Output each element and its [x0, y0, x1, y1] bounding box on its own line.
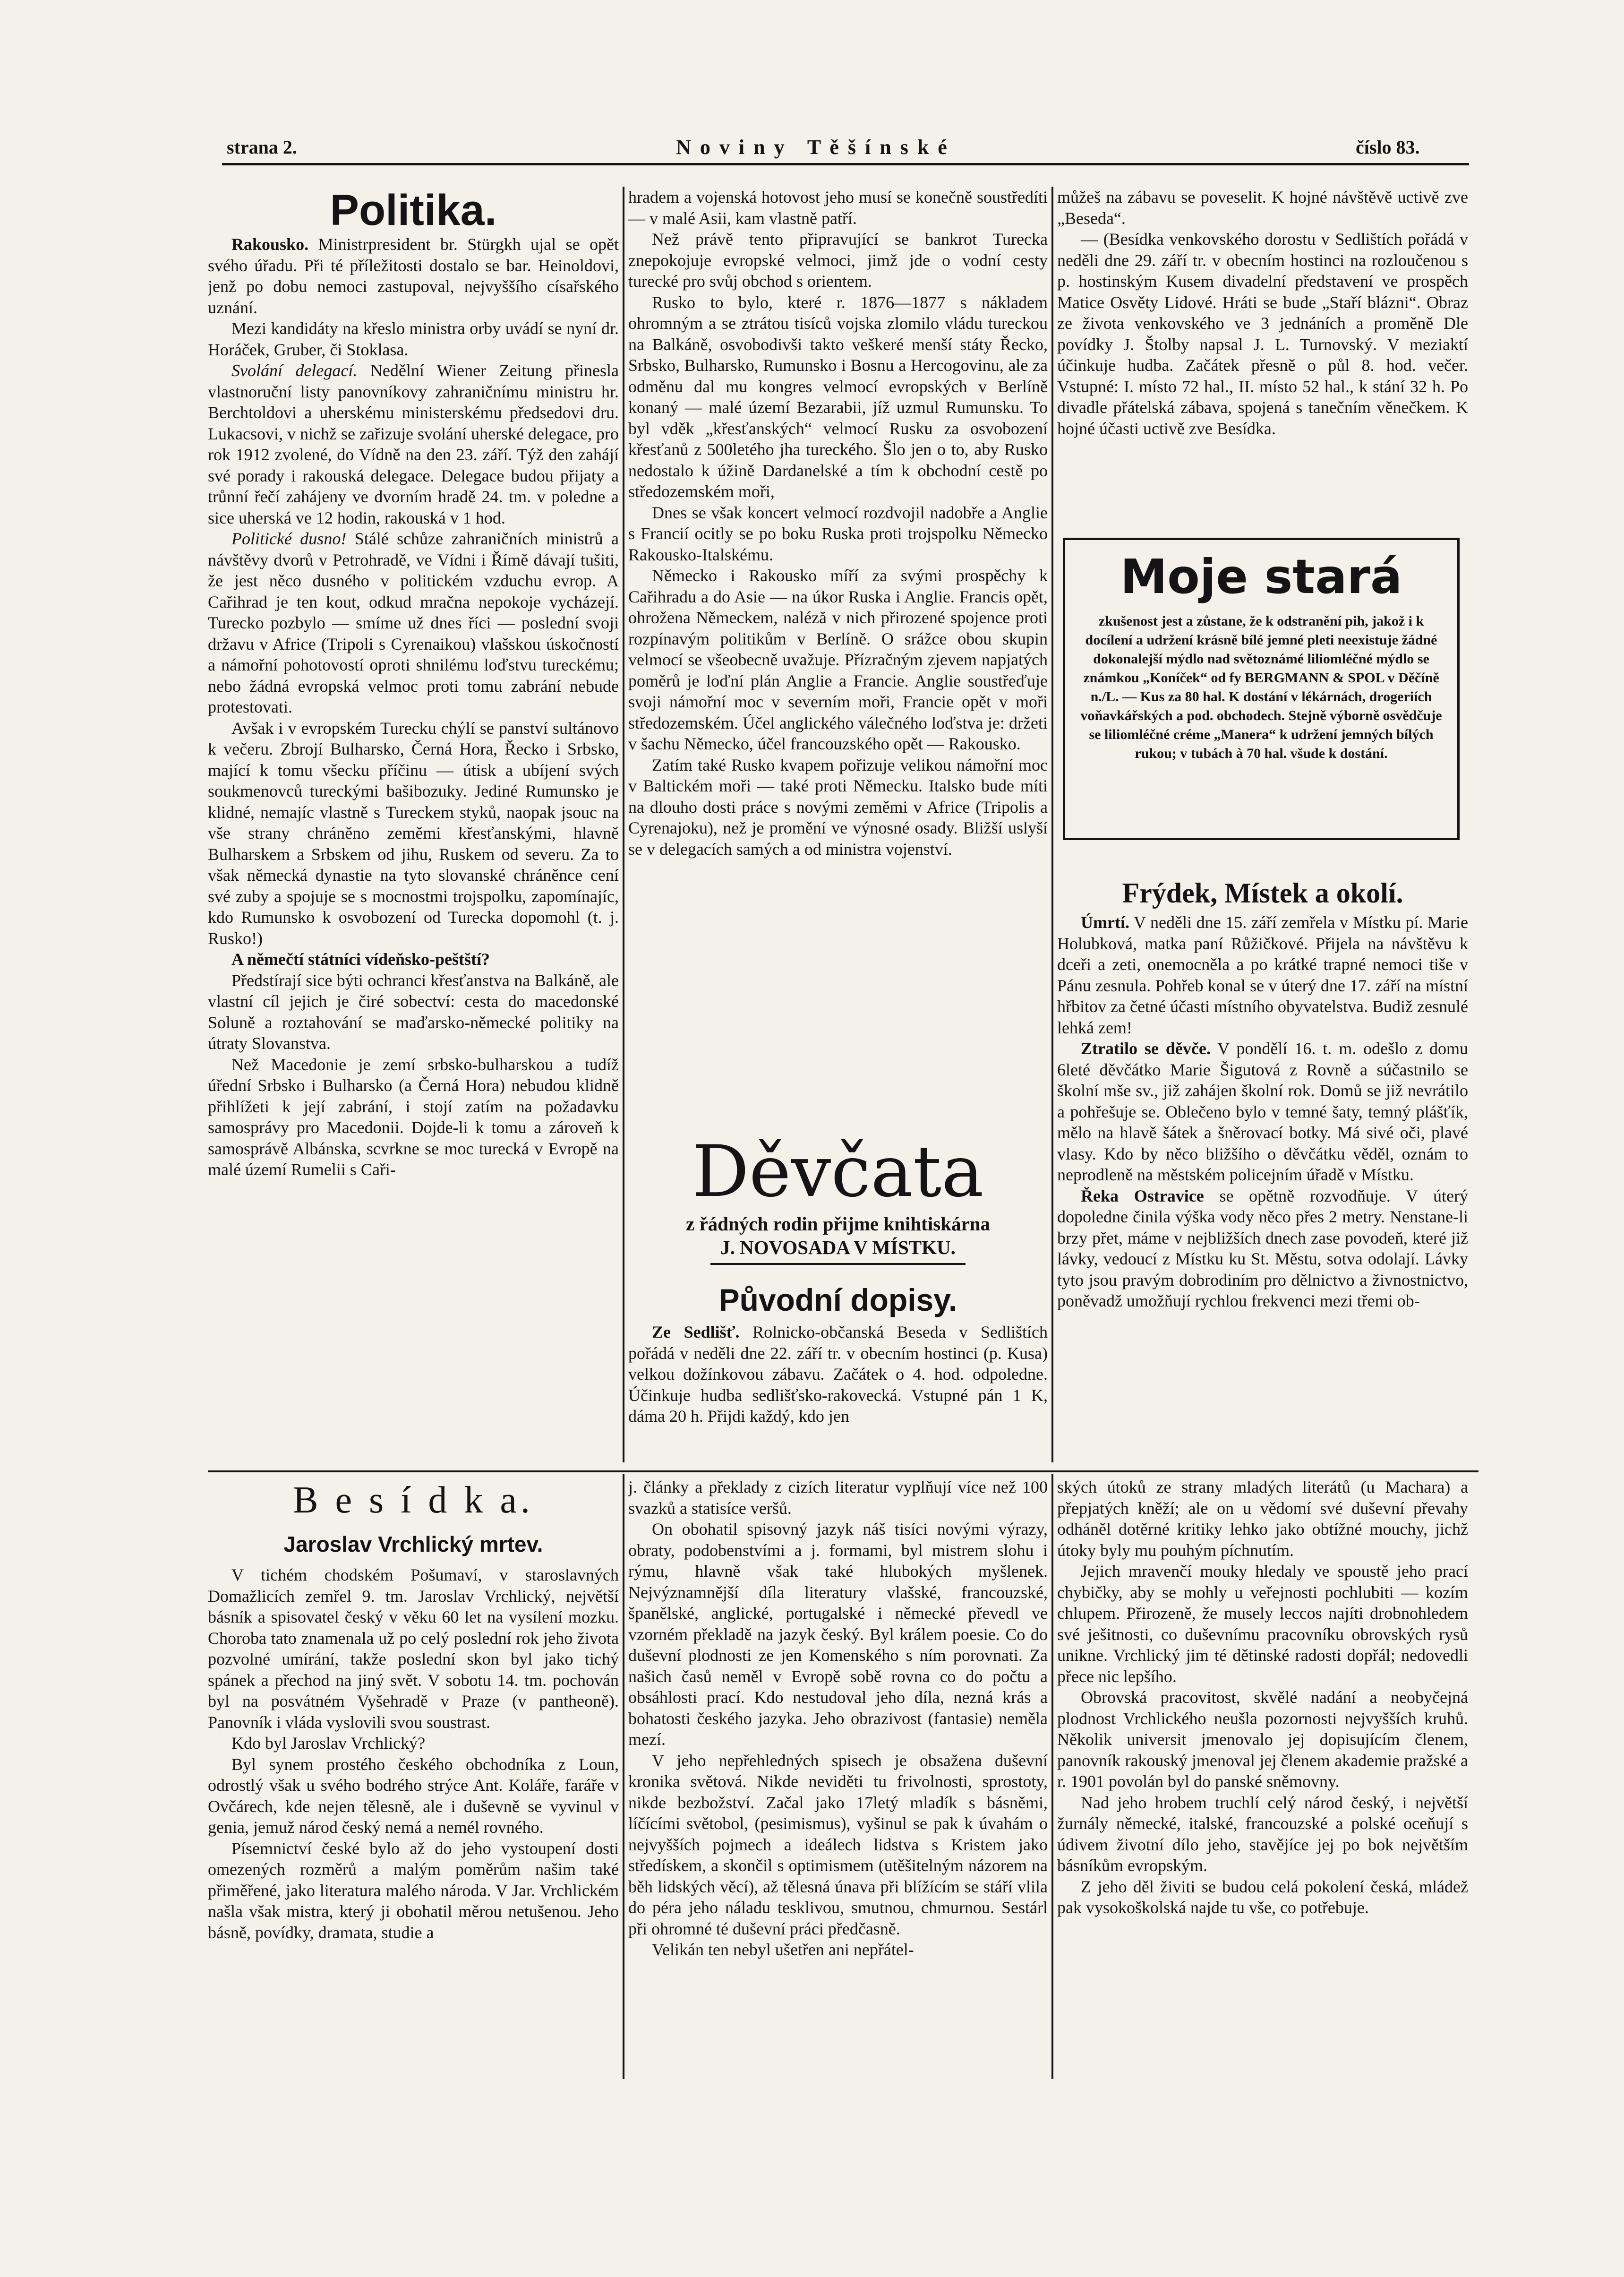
besidka-paragraph: Nad jeho hrobem truchlí celý národ český, i největší žurnály německé, italské, francouzské a polské oceňují s údivem životní dílo jeho, stavějíce jej po bok největším básníkům evropským. [1057, 1793, 1468, 1875]
politika-paragraph: Stálé schůze zahraničních ministrů a návštěvy dvorů v Petrohradě, ve Vídni i Římě dávají tušiti, že jest něco dusného v politickém vzduchu evrop. A Cařihrad je ten kout, odkud mračna nepokoje vycházejí. Turecko pozbylo — smíme už dnes říci — poslední svoji državu v Africe (Tripoli s Cyrenaikou) vlašskou úskočností a námořní pohotovostí oproti shnilému loďstvu tureckému; nebo žádná evropská velmoc proti tomu zabrání nebude protestovati. [208, 529, 619, 716]
frydek-paragraph: V neděli dne 15. září zemřela v Místku pí. Marie Holubková, matka paní Růžičkové. Přijela na návštěvu k dceři a zeti, onemocněla a po krátké trapné nemoci tiše v Pánu zesnula. Pohřeb konal se v úterý dne 17. září na místní hřbitov za četné účasti místního obyvatelstva. Budiž zesnulé lehká zem! [1057, 913, 1468, 1037]
besidka-paragraph: ských útoků ze strany mladých literátů (u Machara) a přepjatých kněží; ale on u vědomí své duševní převahy odháněl dotěrné kritiky lehko jako obtížné mouchy, jichž útoky byly mu pouhým píchnutím. [1057, 1478, 1468, 1560]
politika-paragraph: Dnes se však koncert velmocí rozdvojil nadobře a Anglie s Francií ocitly se po boku Ruska proti trojspolku Německo Rakousko-Italskému. [628, 503, 1048, 564]
section-rule [208, 1470, 1479, 1472]
dusno-label: Politické dusno! [231, 529, 347, 548]
politika-heading: Politika. [330, 187, 497, 234]
politika-paragraph: Německo i Rakousko míří za svými prospěchy k Cařihradu a do Asie — na úkor Ruska i Anglie. Francis opět, ohrožena Německem, naléză v nich přirozené spojence proti rozpínavým politikům v Berlíně. O srážce obou skupin velmocí se všeobecně uvažuje. Přízračným zjevem napjatých poměrů je loďní plán Anglie a Francie. Anglie soustřeďuje svoji námořní moc v severním moři, Francie opět v moři středozemském. Účel anglického válečného loďstva je: držeti v šachu Německo, účel francouzského opět — Rakousko. [628, 566, 1048, 753]
column-rule-3 [623, 1474, 624, 2079]
devcata-line-1: z řádných rodin přijme knihtiskárna [686, 1213, 990, 1235]
right-top-column [1057, 187, 1468, 517]
besidka-middle-column [628, 1477, 1048, 2081]
frydek-column [1057, 874, 1468, 1465]
besidka-paragraph: Písemnictví české bylo až do jeho vystoupení dosti omezených rozměrů a malým poměrům našim také přiměřené, jako literatura malého národa. V Jar. Vrchlickém našla však mistra, který ji obohatil měrou netušenou. Jeho básně, povídky, dramata, studie a [208, 1839, 619, 1942]
besidka-heading: B e s í d k a. [293, 1479, 534, 1521]
besidka-column [208, 1477, 619, 2081]
puvodni-heading: Původní dopisy. [718, 1282, 957, 1317]
frydek-heading: Frýdek, Místek a okolí. [1122, 877, 1403, 909]
besidka-paragraph: Byl synem prostého českého obchodníka z Loun, odrostlý však u svého bodrého strýce Ant. Koláře, faráře v Ovčárech, kde nejen tělesně, ale i duševně se vyvinul v genia, jemuž národ český nemá a nemél rovného. [208, 1754, 619, 1837]
besidka-paragraph: V jeho nepřehledných spisech je obsažena duševní kronika světová. Nikde neviděti tu frivolnosti, sprostoty, nikde bezbožství. Začal jako 17letý mladík s básněmi, líčícími světobol, (pesimismus), vyšinul se pak k úvahám o nejvyšších pojmech a ideálech lidstva s Kristem jako středískem, a skončil s optimismem (utěšitelným názorem na běh lidských věcí), až tělesná únava při blížícím se stáří vlila do péra jeho náladu tesklivou, smutnou, chmurnou. Sestárl při ohromné té duševní práci předčasně. [628, 1751, 1048, 1938]
besidka-paragraph: j. články a překlady z cizích literatur vyplňují více než 100 svazků a statisíce veršů. [628, 1478, 1048, 1518]
column-rule-2 [1051, 187, 1053, 1462]
page-number: strana 2. [227, 137, 297, 158]
moje-stara-text: zkušenost jest a zůstane, že k odstranění pih, jakož i k docílení a udržení krásně bílé jemné pleti neexistuje žádné dokonalejší mýdlo nad světoznámé liliomléčné mýdlo se známkou „Koníček“ od fy BERGMANN & SPOL v Děčíně n./L. — Kus za 80 hal. K dostání v lékárnách, drogeriích voňavkářských a pod. obchodech. Stejně výborně osvědčuje se liliomléčné créme „Manera“ k udržení jemných bílých rukou; v tubách à 70 hal. všude k dostání. [1080, 613, 1442, 761]
politika-paragraph: Než právě tento připravující se bankrot Turecka znepokojuje evropské velmoci, jimž jde o vodní cesty turecké pro svůj obchod s orientem. [628, 230, 1048, 291]
politika-paragraph: Rusko to bylo, které r. 1876—1877 s nákladem ohromným a se ztrátou tisíců vojska zlomilo vládu tureckou na Balkáně, osvobodivši takto veškeré menší státy Řecko, Srbsko, Bulharsko, Rumunsko i Bosnu a Hercogovinu, ale za odměnu dal mu kongres velmocí evropských v Berlíně konaný — malé území Bezarabii, jíž uzmul Rumunsku. To byl vděk „křesťanských“ velmocí Rusku za osvobození křesťanů z 500letého jha tureckého. Šlo jen o to, aby Rusko nedostalo k úžině Dardanelské a tím k obchodní cestě po středozemském moři, [628, 292, 1048, 501]
politika-paragraph: Nedělní Wiener Zeitung přinesla vlastnoruční listy panovníkovy zahraničnímu ministru hr. Berchtoldovi a uherskému ministerskému předsedovi dru. Lukacsovi, v nichž se zařizuje svolání uherské delegace, pro rok 1912 zvolené, do Vídně na den 23. září. Týž den zahájí své porady i rakouská delegace. Delegace budou přijaty a trůnní řečí zahájeny ve dvorním hradě 24. tm. v poledne a sice uherská ve 12 hodin, rakouská v 1 hod. [208, 361, 619, 527]
politika-paragraph: Předstírají sice býti ochranci křesťanstva na Balkáně, ale vlastní cíl jejich je čiré sobectví: cesta do macedonské Soluně a roztahování se maďarsko-německé politiky na útraty Slovanstva. [208, 971, 619, 1053]
vrchlicky-heading: Jaroslav Vrchlický mrtev. [283, 1532, 543, 1556]
newspaper-title: N o v i n y T ě š í n s k é [676, 136, 949, 159]
column-rule-1 [623, 187, 624, 1462]
umrti-label: Úmrtí. [1081, 913, 1129, 932]
puvodni-column [628, 1278, 1048, 1465]
devcata-ad [628, 1132, 1048, 1265]
besidka-paragraph: Obrovská pracovitost, skvělé nadání a neobyčejná plodnost Vrchlického neušla pozornosti nejvyšších kruhů. Několik universit jmenovalo jej dopisujícím členem, panovník rakouský jmenoval jej členem akademie pražské a r. 1901 povolán byl do panské sněmovny. [1057, 1688, 1468, 1791]
politika-paragraph: Než Macedonie je zemí srbsko-bulharskou a tudíž úřední Srbsko i Bulharsko (a Černá Hora) nebudou klidně přihlížeti k její zabrání, i stojí zatím na požadavku samosprávy pro Macedonii. Dojde-li k tomu a zároveň k samosprávě Albánska, scvrkne se moc turecká v Evropě na malé území Rumelii s Caři- [208, 1055, 619, 1179]
politika-paragraph: Mezi kandidáty na křeslo ministra orby uvádí se nyní dr. Horáček, Gruber, či Stoklasa. [208, 319, 619, 359]
politika-paragraph: hradem a vojenská hotovost jeho musí se konečně soustředíti — v malé Asii, kam vlastně patří. [628, 188, 1048, 228]
moje-stara-ad [1063, 538, 1460, 840]
right-paragraph: můžeš na zábavu se poveselit. K hojné návštěvě uctivě zve „Beseda“. [1057, 188, 1468, 228]
moje-stara-heading: Moje stará [1120, 549, 1402, 604]
issue-number: číslo 83. [1356, 137, 1420, 158]
politika-column [208, 187, 619, 1462]
besidka-paragraph: Z jeho děl živiti se budou celá pokolení česká, mládež pak vysokoškolská najde tu vše, co potřebuje. [1057, 1877, 1468, 1917]
politika-paragraph: Avšak i v evropském Turecku chýlí se panství sultánovo k večeru. Zbrojí Bulharsko, Černá Hora, Řecko i Srbsko, mající k tomu všecku příčinu — útisk a ubíjení svých soukmenovců tureckými bašibozuky. Jediné Rumunsko je klidné, nemajíc vlastně s Tureckem styků, naopak jsouc na vše strany chráněno zeměmi křesťanskými, hlavně Bulharskem a Srbskem od jihu, Ruskem od severu. Za to však německá dynastie na tyto slovanské chráněnce cení své zuby a spojuje se s mocnostmi trojspolku, zapomínajíc, kdo Rumunsko k osvobození od Turecka dopomohl (t. j. Rusko!) [208, 718, 619, 948]
statnici-subheading: A němečtí státníci vídeňsko-peštští? [231, 950, 490, 969]
besidka-paragraph: On obohatil spisovný jazyk náš tisíci novými výrazy, obraty, podobenstvími a j. formami, byl mistrem slohu i rýmu, hlavně však také hlubokých myšlenek. Nejvýznamnější díla literatury vlašské, francouzské, španělské, anglické, portugalské i německé převedl ve vzorném překladě na jazyk český. Byl králem poesie. Co do duševní plodnosti ze jen Komenského s ním porovnati. Za našich časů neměl v Evropě sobě rovna co do počtu a obsáhlosti prací. Kdo nestudoval jeho díla, nezná krás a bohatosti českého jazyka. Jeho obrazivost (fantasie) neměla mezí. [628, 1520, 1048, 1749]
devcata-line-2: J. NOVOSADA V MÍSTKU. [720, 1237, 956, 1258]
politika-paragraph: Zatím také Rusko kvapem pořizuje velikou námořní moc v Baltickém moři — také proti Německu. Italsko bude míti na dlouho dosti práce s novými zeměmi v Africe (Tripolis a Cyrenajoku), než je promění ve výnosné osady. Bližší uslyší se v delegacích samých a od ministra vojenství. [628, 755, 1048, 859]
frydek-paragraph: se opětně rozvodňuje. V úterý dopoledne činila výška vody něco přes 2 metry. Nenstane-li brzy přet, máme v nejbližších dnech zase povodeň, které již lávky, vedoucí z Místku ku St. Městu, sotva odolají. Lávky tyto jsou pravým dobrodiním pro dělnictvo a živnostnictvo, poněvadž umožňují rychlou frekvenci mezi třemi ob- [1057, 1186, 1468, 1310]
ad-rule [710, 1263, 966, 1265]
rakousko-label: Rakousko. [231, 235, 309, 254]
header-rule [222, 163, 1469, 165]
besidka-paragraph: Velikán ten nebyl ušetřen ani nepřátel- [652, 1940, 914, 1959]
besidka-paragraph: Jejich mravenčí mouky hledaly ve spoustě jeho prací chybičky, aby se mohly u veřejnosti pochlubiti — kozím chlupem. Přirozeně, že musely leccos najíti drobnohledem své ješitnosti, co duševnímu pracovníku obrovských rysů unikne. Vrchlický jim té dětinské radosti dopřál; nedovedli přece nic lepšího. [1057, 1562, 1468, 1686]
sedlist-label: Ze Sedlišť. [652, 1323, 740, 1341]
frydek-paragraph: V pondělí 16. t. m. odešlo z domu 6leté děvčátko Marie Šigutová z Rovně a súčastnilo se školní mše sv., již zahájen školní rok. Domů se již nevrátilo a pohřešuje se. Oblečeno bylo v temné šaty, temný plášťík, mělo na hlavě šátek a šněrovací botky. Má sivé oči, plavé vlasy. Kdo by něco bližšího o děvčátku věděl, oznám to neprodleně na městském policejním úřadě v Místku. [1057, 1039, 1468, 1184]
besidka-right-column [1057, 1477, 1468, 2081]
devcata-heading: Děvčata [692, 1131, 984, 1213]
right-paragraph: — (Besídka venkovského dorostu v Sedlištích pořádá v neděli dne 29. září tr. v obecním hostinci na rozloučenou s p. hostinským Kusem divadelní představení ve prospěch Matice Osvěty Lidové. Hráti se bude „Staří blázni“. Obraz ze života venkovského ve 3 jednáních a proměně Dle povídky J. Štolby napsal J. L. Turnovský. V meziaktí účinkuje hudba. Začátek přesně o půl 8. hod. večer. Vstupné: I. místo 72 hal., II. místo 52 hal., k stání 32 h. Po divadle přátelská zábava, spojená s tanečním věnečkem. K hojné účasti uctivě zve Besídka. [1057, 230, 1468, 438]
besidka-paragraph: V tichém chodském Pošumaví, v staroslavných Domažlicích zemřel 9. tm. Jaroslav Vrchlický, největší básník a spisovatel český v věku 60 let na vysílení mozku. Choroba tato znamenala už po celý poslední rok jeho života pozvolné umírání, takže poslední skon byl jako tichý spánek a přechod na jiný svět. V sobotu 14. tm. pochován byl na posvátném Vyšehradě v Praze (v pantheoně). Panovník i vláda vyslovili svou soustrast. [208, 1565, 619, 1732]
column-rule-4 [1051, 1474, 1053, 2079]
ztratilo-label: Ztratilo se děvče. [1081, 1039, 1211, 1058]
puvodni-paragraph: Rolnicko-občanská Beseda v Sedlištích pořádá v neděli dne 22. září tr. v obecním hostinci (p. Kusa) velkou dožínkovou zábavu. Začátek o 4. hod. odpoledne. Účinkuje hudba sedlišťsko-rakovecká. Vstupné pán 1 K, dáma 20 h. Přijdi každý, kdo jen [628, 1323, 1048, 1426]
politika-continued-column [628, 187, 1048, 1108]
ostravice-label: Řeka Ostravice [1081, 1186, 1204, 1205]
politika-paragraph: Ministrpresident br. Stürgkh ujal se opět svého úřadu. Při té příležitosti dostalo se bar. Heinoldovi, jenž po dobu nemoci zastupoval, nejvyššího císařského uznání. [208, 235, 619, 317]
besidka-question: Kdo byl Jaroslav Vrchlický? [231, 1734, 426, 1753]
delegace-label: Svolání delegací. [231, 361, 358, 380]
